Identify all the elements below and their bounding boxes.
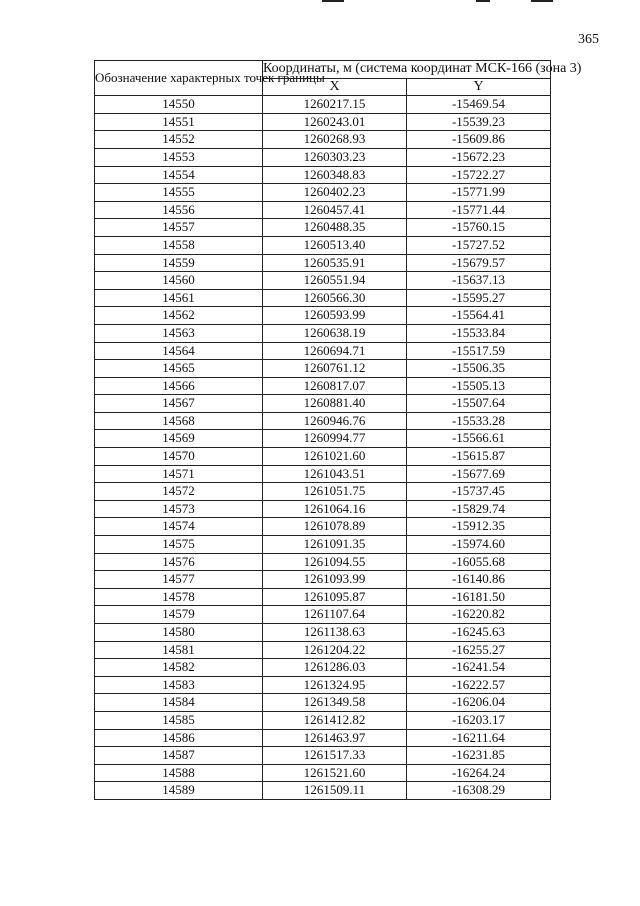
y-coordinate-cell: -16181.50	[407, 588, 551, 606]
y-coordinate-cell: -16220.82	[407, 606, 551, 624]
point-id-cell: 14579	[95, 606, 263, 624]
y-coordinate-cell: -16255.27	[407, 641, 551, 659]
table-row	[95, 711, 551, 729]
x-coordinate-cell: 1260638.19	[263, 324, 407, 342]
x-coordinate-cell: 1260513.40	[263, 236, 407, 254]
point-id-cell: 14551	[95, 113, 263, 131]
table-row	[95, 518, 551, 536]
point-id-cell: 14571	[95, 465, 263, 483]
y-coordinate-cell: -15677.69	[407, 465, 551, 483]
y-coordinate-cell: -16245.63	[407, 624, 551, 642]
x-coordinate-cell: 1260994.77	[263, 430, 407, 448]
y-coordinate-cell: -15974.60	[407, 536, 551, 554]
top-edge-mark-3	[531, 0, 553, 2]
point-id-cell: 14588	[95, 764, 263, 782]
table-row	[95, 747, 551, 765]
point-id-cell: 14574	[95, 518, 263, 536]
point-id-cell: 14575	[95, 536, 263, 554]
x-coordinate-cell: 1261509.11	[263, 782, 407, 800]
y-coordinate-cell: -15637.13	[407, 272, 551, 290]
x-coordinate-cell: 1261091.35	[263, 536, 407, 554]
x-coordinate-cell: 1261204.22	[263, 641, 407, 659]
table-row	[95, 571, 551, 589]
x-coordinate-cell: 1260551.94	[263, 272, 407, 290]
point-id-cell: 14589	[95, 782, 263, 800]
x-coordinate-cell: 1260881.40	[263, 395, 407, 413]
point-id-cell: 14570	[95, 448, 263, 466]
table-row	[95, 553, 551, 571]
table-row	[95, 236, 551, 254]
y-coordinate-cell: -15533.28	[407, 412, 551, 430]
point-id-cell: 14566	[95, 377, 263, 395]
point-id-cell: 14577	[95, 571, 263, 589]
x-coordinate-cell: 1261138.63	[263, 624, 407, 642]
point-id-cell: 14578	[95, 588, 263, 606]
x-coordinate-cell: 1260243.01	[263, 113, 407, 131]
point-id-cell: 14567	[95, 395, 263, 413]
table-row	[95, 148, 551, 166]
y-coordinate-cell: -16308.29	[407, 782, 551, 800]
y-coordinate-cell: -15505.13	[407, 377, 551, 395]
y-coordinate-cell: -15679.57	[407, 254, 551, 272]
table-row	[95, 536, 551, 554]
point-id-cell: 14562	[95, 307, 263, 325]
x-coordinate-cell: 1261517.33	[263, 747, 407, 765]
table-row	[95, 131, 551, 149]
point-id-cell: 14568	[95, 412, 263, 430]
y-coordinate-cell: -16203.17	[407, 711, 551, 729]
table-row	[95, 624, 551, 642]
table-row	[95, 272, 551, 290]
point-id-cell: 14563	[95, 324, 263, 342]
point-id-cell: 14585	[95, 711, 263, 729]
x-coordinate-cell: 1261078.89	[263, 518, 407, 536]
page-number: 365	[578, 32, 599, 47]
x-coordinate-cell: 1261043.51	[263, 465, 407, 483]
table-row	[95, 96, 551, 114]
x-coordinate-cell: 1260303.23	[263, 148, 407, 166]
y-coordinate-cell: -15771.44	[407, 201, 551, 219]
y-coordinate-cell: -15722.27	[407, 166, 551, 184]
point-id-cell: 14552	[95, 131, 263, 149]
x-coordinate-cell: 1261324.95	[263, 676, 407, 694]
point-id-cell: 14586	[95, 729, 263, 747]
point-id-cell: 14561	[95, 289, 263, 307]
point-id-cell: 14565	[95, 360, 263, 378]
point-id-cell: 14558	[95, 236, 263, 254]
point-id-cell: 14554	[95, 166, 263, 184]
y-coordinate-cell: -15517.59	[407, 342, 551, 360]
y-coordinate-cell: -16211.64	[407, 729, 551, 747]
table-header-row	[95, 61, 551, 79]
y-coordinate-cell: -15737.45	[407, 483, 551, 501]
y-coordinate-cell: -15609.86	[407, 131, 551, 149]
point-id-cell: 14572	[95, 483, 263, 501]
y-coordinate-cell: -15672.23	[407, 148, 551, 166]
y-coordinate-cell: -15615.87	[407, 448, 551, 466]
table-row	[95, 184, 551, 202]
table-row	[95, 307, 551, 325]
point-id-cell: 14555	[95, 184, 263, 202]
table-row	[95, 641, 551, 659]
point-id-cell: 14569	[95, 430, 263, 448]
header-x: X	[263, 78, 407, 96]
table-row	[95, 483, 551, 501]
table-row	[95, 588, 551, 606]
table-row	[95, 395, 551, 413]
x-coordinate-cell: 1260593.99	[263, 307, 407, 325]
table-row	[95, 500, 551, 518]
y-coordinate-cell: -16264.24	[407, 764, 551, 782]
x-coordinate-cell: 1260946.76	[263, 412, 407, 430]
table-row	[95, 201, 551, 219]
x-coordinate-cell: 1260761.12	[263, 360, 407, 378]
table-row	[95, 289, 551, 307]
y-coordinate-cell: -16140.86	[407, 571, 551, 589]
y-coordinate-cell: -16222.57	[407, 676, 551, 694]
x-coordinate-cell: 1261349.58	[263, 694, 407, 712]
point-id-cell: 14553	[95, 148, 263, 166]
x-coordinate-cell: 1260566.30	[263, 289, 407, 307]
table-row	[95, 430, 551, 448]
point-id-cell: 14581	[95, 641, 263, 659]
y-coordinate-cell: -16206.04	[407, 694, 551, 712]
point-id-cell: 14580	[95, 624, 263, 642]
point-id-cell: 14584	[95, 694, 263, 712]
y-coordinate-cell: -15771.99	[407, 184, 551, 202]
point-id-cell: 14556	[95, 201, 263, 219]
table-row	[95, 659, 551, 677]
y-coordinate-cell: -16231.85	[407, 747, 551, 765]
table-row	[95, 729, 551, 747]
x-coordinate-cell: 1261107.64	[263, 606, 407, 624]
table-row	[95, 676, 551, 694]
point-id-cell: 14557	[95, 219, 263, 237]
x-coordinate-cell: 1260535.91	[263, 254, 407, 272]
point-id-cell: 14576	[95, 553, 263, 571]
x-coordinate-cell: 1261064.16	[263, 500, 407, 518]
table-row	[95, 606, 551, 624]
x-coordinate-cell: 1261463.97	[263, 729, 407, 747]
x-coordinate-cell: 1261095.87	[263, 588, 407, 606]
table-row	[95, 219, 551, 237]
table-row	[95, 324, 551, 342]
y-coordinate-cell: -15760.15	[407, 219, 551, 237]
table-row	[95, 694, 551, 712]
table-row	[95, 342, 551, 360]
x-coordinate-cell: 1260217.15	[263, 96, 407, 114]
y-coordinate-cell: -15533.84	[407, 324, 551, 342]
x-coordinate-cell: 1261521.60	[263, 764, 407, 782]
table-row	[95, 764, 551, 782]
y-coordinate-cell: -15566.61	[407, 430, 551, 448]
point-id-cell: 14564	[95, 342, 263, 360]
x-coordinate-cell: 1261286.03	[263, 659, 407, 677]
point-id-cell: 14582	[95, 659, 263, 677]
coordinates-table	[94, 60, 582, 800]
table-body	[95, 96, 551, 800]
y-coordinate-cell: -15564.41	[407, 307, 551, 325]
y-coordinate-cell: -15506.35	[407, 360, 551, 378]
x-coordinate-cell: 1261093.99	[263, 571, 407, 589]
y-coordinate-cell: -16055.68	[407, 553, 551, 571]
point-id-cell: 14573	[95, 500, 263, 518]
top-edge-mark-1	[322, 0, 344, 2]
y-coordinate-cell: -15727.52	[407, 236, 551, 254]
table-row	[95, 254, 551, 272]
table-row	[95, 465, 551, 483]
x-coordinate-cell: 1260694.71	[263, 342, 407, 360]
y-coordinate-cell: -15507.64	[407, 395, 551, 413]
y-coordinate-cell: -15912.35	[407, 518, 551, 536]
table-row	[95, 782, 551, 800]
point-id-cell: 14560	[95, 272, 263, 290]
x-coordinate-cell: 1261021.60	[263, 448, 407, 466]
x-coordinate-cell: 1260348.83	[263, 166, 407, 184]
point-id-cell: 14550	[95, 96, 263, 114]
header-coordinates: Координаты, м (система координат МСК-166 (зона 3)	[263, 61, 551, 79]
x-coordinate-cell: 1260817.07	[263, 377, 407, 395]
x-coordinate-cell: 1260488.35	[263, 219, 407, 237]
y-coordinate-cell: -16241.54	[407, 659, 551, 677]
x-coordinate-cell: 1260402.23	[263, 184, 407, 202]
x-coordinate-cell: 1261051.75	[263, 483, 407, 501]
header-point-label: Обозначение характерных точек границы	[95, 61, 263, 96]
header-y: Y	[407, 78, 551, 96]
y-coordinate-cell: -15469.54	[407, 96, 551, 114]
top-edge-mark-2	[476, 0, 490, 2]
table-row	[95, 448, 551, 466]
table-row	[95, 113, 551, 131]
x-coordinate-cell: 1260457.41	[263, 201, 407, 219]
table-row	[95, 360, 551, 378]
x-coordinate-cell: 1261412.82	[263, 711, 407, 729]
table-row	[95, 412, 551, 430]
y-coordinate-cell: -15829.74	[407, 500, 551, 518]
x-coordinate-cell: 1261094.55	[263, 553, 407, 571]
table-row	[95, 377, 551, 395]
x-coordinate-cell: 1260268.93	[263, 131, 407, 149]
table-row	[95, 166, 551, 184]
point-id-cell: 14583	[95, 676, 263, 694]
y-coordinate-cell: -15539.23	[407, 113, 551, 131]
y-coordinate-cell: -15595.27	[407, 289, 551, 307]
point-id-cell: 14587	[95, 747, 263, 765]
point-id-cell: 14559	[95, 254, 263, 272]
